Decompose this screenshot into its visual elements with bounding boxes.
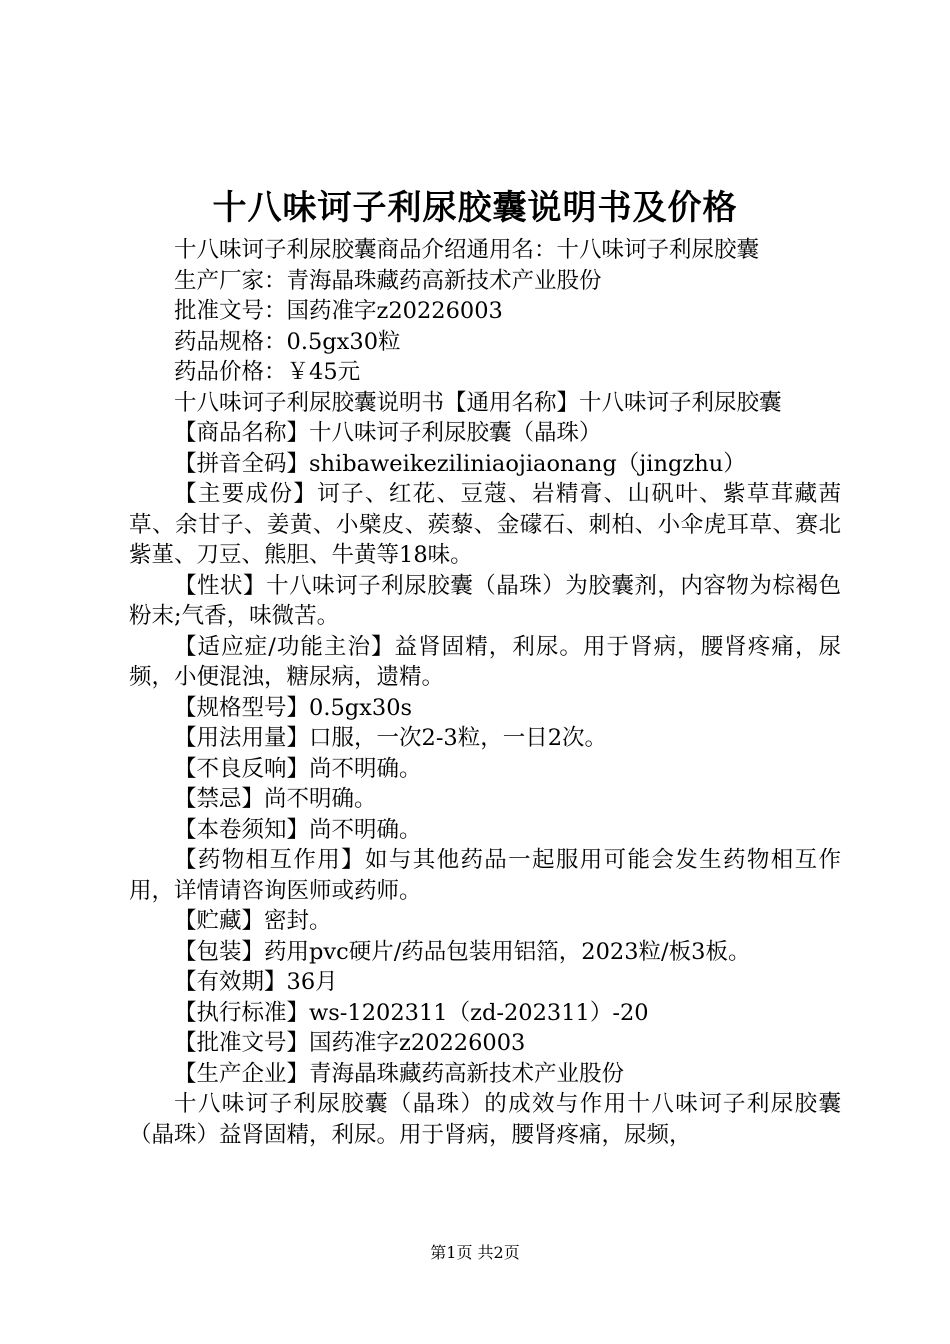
paragraph: 【不良反响】尚不明确。 — [174, 755, 422, 782]
paragraph: 批准文号：国药准字z20226003 — [174, 298, 503, 324]
paragraph: 【贮藏】密封。 — [174, 908, 332, 934]
paragraph: 【规格型号】0.5gx30s — [174, 694, 413, 721]
paragraph: 【批准文号】国药准字z20226003 — [174, 1030, 526, 1056]
paragraph: 生产厂家：青海晶珠藏药高新技术产业股份 — [174, 267, 602, 294]
paragraph: 【有效期】36月 — [174, 969, 338, 995]
paragraph: 药品规格：0.5gx30粒 — [174, 328, 401, 355]
paragraph: 【性状】十八味诃子利尿胶囊（晶珠）为胶囊剂，内容物为棕褐色粉末;气香，味微苦。 — [129, 572, 841, 629]
paragraph: 【生产企业】青海晶珠藏药高新技术产业股份 — [174, 1060, 625, 1087]
document-body — [129, 235, 841, 1150]
document-title: 十八味诃子利尿胶囊说明书及价格 — [212, 188, 738, 228]
paragraph: 十八味诃子利尿胶囊（晶珠）的成效与作用十八味诃子利尿胶囊（晶珠）益肾固精，利尿。用于肾病，腰肾疼痛，尿频， — [129, 1091, 841, 1148]
paragraph: 【拼音全码】shibaweikeziliniaojiaonang（jingzhu） — [174, 450, 746, 477]
paragraph: 【商品名称】十八味诃子利尿胶囊（晶珠） — [174, 420, 602, 446]
paragraph: 十八味诃子利尿胶囊商品介绍通用名：十八味诃子利尿胶囊 — [174, 237, 760, 263]
paragraph: 十八味诃子利尿胶囊说明书【通用名称】十八味诃子利尿胶囊 — [174, 389, 782, 416]
paragraph: 药品价格：￥45元 — [174, 359, 361, 385]
paragraph: 【主要成份】诃子、红花、豆蔻、岩精膏、山矾叶、紫草茸藏茜草、余甘子、姜黄、小檗皮、蒺藜、金礞石、刺柏、小伞虎耳草、赛北紫堇、刀豆、熊胆、牛黄等18味。 — [129, 481, 841, 568]
paragraph: 【禁忌】尚不明确。 — [174, 786, 377, 812]
paragraph: 【适应症/功能主治】益肾固精，利尿。用于肾病，腰肾疼痛，尿频，小便混浊，糖尿病，遗精。 — [129, 633, 841, 690]
paragraph: 【执行标准】ws-1202311（zd-202311）-20 — [174, 999, 649, 1026]
paragraph: 【包装】药用pvc硬片/药品包装用铝箔，2023粒/板3板。 — [174, 938, 751, 965]
paragraph: 【本卷须知】尚不明确。 — [174, 816, 422, 843]
paragraph: 【用法用量】口服，一次2-3粒，一日2次。 — [174, 725, 608, 751]
page-footer: 第1页 共2页 — [430, 1243, 520, 1262]
paragraph: 【药物相互作用】如与其他药品一起服用可能会发生药物相互作用，详情请咨询医师或药师。 — [129, 847, 841, 904]
